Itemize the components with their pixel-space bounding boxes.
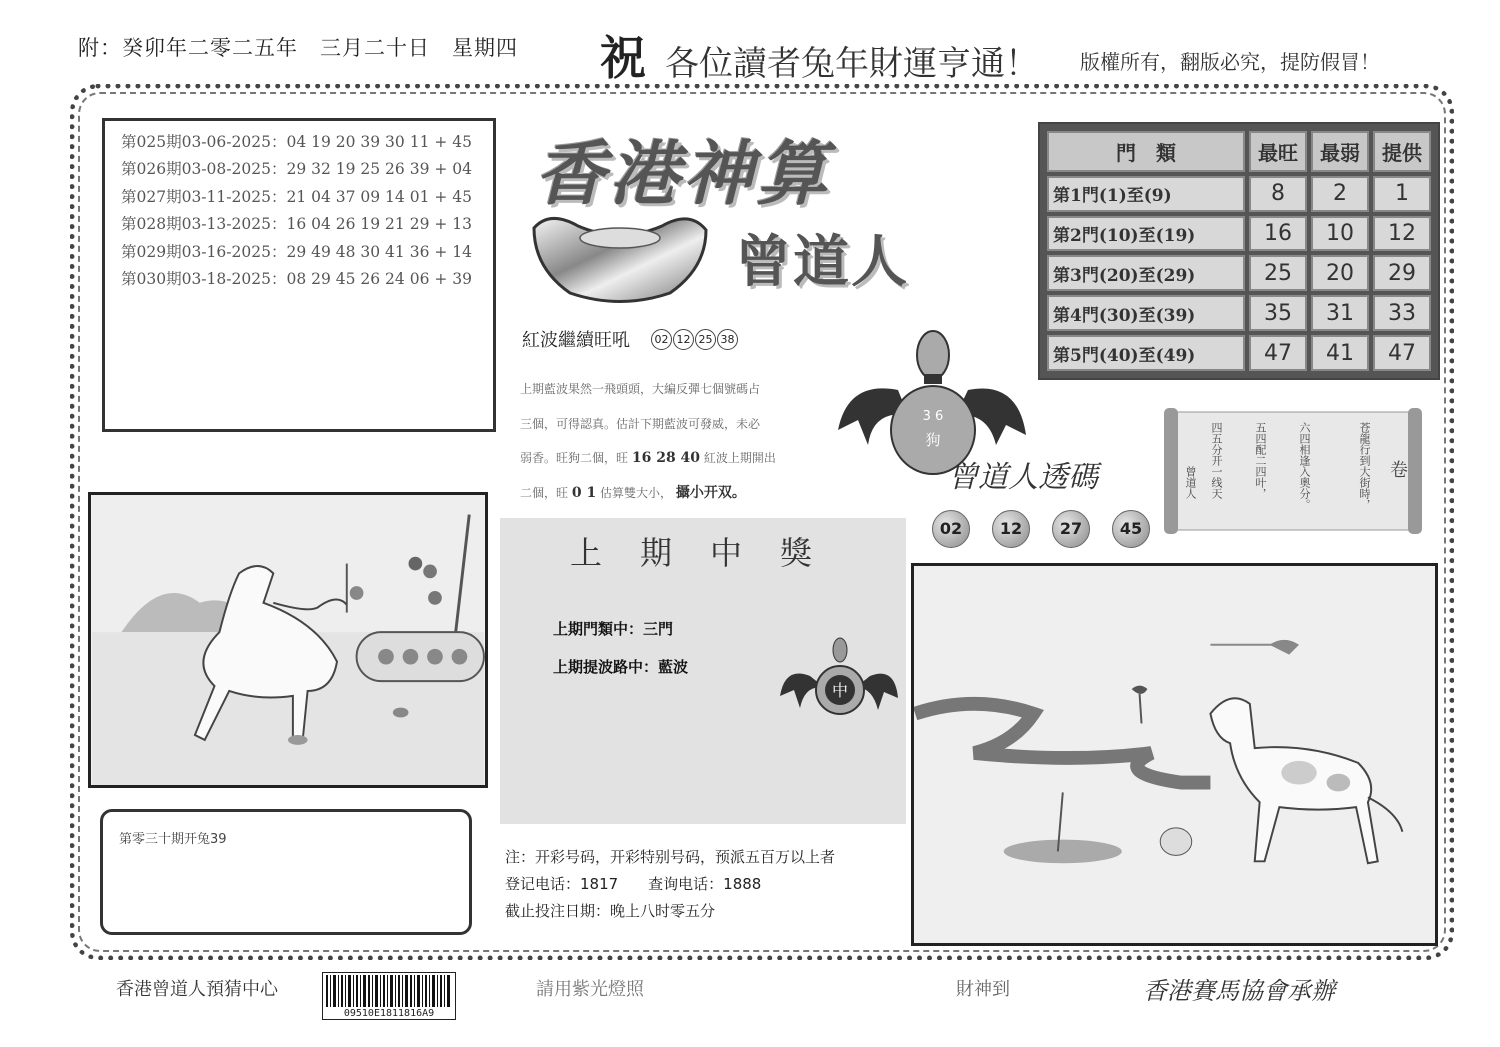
last-gate-result: 上期門類中：三門 — [553, 620, 674, 638]
note-line: 截止投注日期：晚上八时零五分 — [505, 902, 716, 920]
scroll-side-label: 卷 — [1387, 460, 1408, 478]
gate-tip: 29 — [1373, 255, 1431, 291]
scroll-verse: 六四相逢入奧分。 — [1298, 422, 1311, 510]
gate-header: 門 類 — [1047, 131, 1245, 172]
footer-center-name: 香港曾道人預猜中心 — [116, 979, 278, 1000]
dog-illustration — [911, 563, 1438, 946]
zhu-character: 祝 — [600, 31, 646, 85]
reveal-ball: 12 — [992, 510, 1030, 548]
tip-balls: 0 1 — [571, 484, 597, 501]
date-line: 附：癸卯年二零二五年 三月二十日 星期四 — [78, 36, 518, 60]
tip-balls: 16 28 40 — [631, 450, 701, 466]
scroll-signature: 曾道人 — [1184, 466, 1197, 499]
gate-cold: 2 — [1311, 176, 1369, 212]
gate-label: 第2門(10)至(19) — [1047, 216, 1245, 252]
draw-result-row: 第028期03-13-2025：16 04 26 19 21 29 + 13 — [121, 215, 472, 234]
main-title: 香港神算 — [535, 133, 831, 215]
issue-note-box — [100, 809, 472, 935]
table-row — [1047, 176, 1431, 212]
horse-illustration — [88, 492, 488, 788]
reveal-ball: 02 — [932, 510, 970, 548]
table-row — [1047, 335, 1431, 371]
gold-ingot-icon — [530, 208, 710, 308]
last-wave-result: 上期提波路中：藍波 — [553, 658, 689, 676]
draw-results-box — [102, 118, 496, 432]
red-wave-label: 紅波繼續旺吼 — [522, 330, 630, 351]
tip-line: 二個，旺 0 1 估算雙大小， 攝小开双。 — [520, 484, 746, 501]
prize-emblem-icon — [780, 636, 900, 720]
gate-tip: 12 — [1373, 216, 1431, 252]
draw-result-row: 第029期03-16-2025：29 49 48 30 41 36 + 14 — [121, 242, 472, 261]
reveal-title: 曾道人透碼 — [948, 460, 1098, 495]
rights-notice: 版權所有，翻版必究，提防假冒！ — [1080, 50, 1380, 74]
notes-block — [505, 844, 835, 925]
tip-line: 弱香。旺狗二個，旺 16 28 40 紅波上期開出 — [520, 450, 776, 466]
note-line: 登记电话：1817 查询电话：1888 — [505, 875, 762, 893]
issue-note-text: 第零三十期开兔39 — [119, 832, 227, 847]
gate-header: 最旺 — [1249, 131, 1307, 172]
tip-line: 三個，可得認真。估計下期藍波可發威，未必 — [520, 416, 761, 431]
red-wave-ball: 25 — [695, 329, 716, 350]
draw-result-row: 第026期03-08-2025：29 32 19 25 26 39 + 04 — [121, 160, 472, 179]
gate-hot: 16 — [1249, 216, 1307, 252]
gate-header: 最弱 — [1311, 131, 1369, 172]
table-row — [1047, 295, 1431, 331]
gourd-numbers: 3 6 — [922, 409, 944, 424]
prize-emblem-label: 中 — [831, 681, 849, 700]
red-wave-ball: 02 — [651, 329, 672, 350]
organizer-text: 香港賽馬協會承辦 — [1143, 977, 1335, 1005]
gate-cold: 41 — [1311, 335, 1369, 371]
red-wave-tip — [522, 326, 738, 352]
gourd-label: 狗 — [925, 431, 941, 449]
barcode — [322, 972, 456, 1020]
table-row — [1047, 216, 1431, 252]
gate-label: 第1門(1)至(9) — [1047, 176, 1245, 212]
reveal-balls — [932, 510, 1150, 548]
scroll-verse: 五四配二四叶， — [1254, 422, 1267, 499]
gate-hot: 8 — [1249, 176, 1307, 212]
draw-result-row: 第027期03-11-2025：21 04 37 09 14 01 + 45 — [121, 187, 472, 206]
gate-tip: 47 — [1373, 335, 1431, 371]
gate-cold: 10 — [1311, 216, 1369, 252]
draw-result-row: 第025期03-06-2025：04 19 20 39 30 11 + 45 — [121, 133, 472, 151]
gate-tip: 33 — [1373, 295, 1431, 331]
gate-hot: 35 — [1249, 295, 1307, 331]
caishen-text: 財神到 — [956, 979, 1010, 1000]
scroll-verse: 苍龍行到大街時， — [1358, 422, 1371, 510]
note-line: 注：开彩号码，开彩特别号码，预派五百万以上者 — [505, 848, 836, 866]
tip-paragraph — [520, 372, 818, 510]
draw-result-row: 第030期03-18-2025：08 29 45 26 24 06 + 39 — [121, 269, 472, 288]
gate-label: 第5門(40)至(49) — [1047, 335, 1245, 371]
red-wave-ball: 38 — [717, 329, 738, 350]
gate-hot: 25 — [1249, 255, 1307, 291]
gate-header: 提供 — [1373, 131, 1431, 172]
gate-cold: 20 — [1311, 255, 1369, 291]
gate-cold: 31 — [1311, 295, 1369, 331]
gate-label: 第3門(20)至(29) — [1047, 255, 1245, 291]
barcode-number: 09510E1811816A9 — [343, 1008, 435, 1019]
gate-table — [1038, 122, 1440, 380]
uv-light-note: 請用紫光燈照 — [536, 979, 644, 1000]
table-row — [1047, 255, 1431, 291]
reveal-ball: 27 — [1052, 510, 1090, 548]
tip-line: 上期藍波果然一飛頭頭，大編反彈七個號碼占 — [520, 382, 761, 396]
zeng-daoren-title: 曾道人 — [735, 230, 909, 295]
red-wave-ball: 12 — [673, 329, 694, 350]
gate-label: 第4門(30)至(39) — [1047, 295, 1245, 331]
reveal-ball: 45 — [1112, 510, 1150, 548]
last-prize-title: 上期中獎 — [570, 534, 851, 572]
tip-emphasis: 攝小开双。 — [675, 484, 746, 501]
gate-tip: 1 — [1373, 176, 1431, 212]
gate-hot: 47 — [1249, 335, 1307, 371]
greeting-text: 各位讀者兔年財運亨通！ — [665, 44, 1039, 84]
barcode-bars-icon — [324, 975, 454, 1009]
scroll-verse: 四五分开一线天 — [1210, 422, 1223, 499]
